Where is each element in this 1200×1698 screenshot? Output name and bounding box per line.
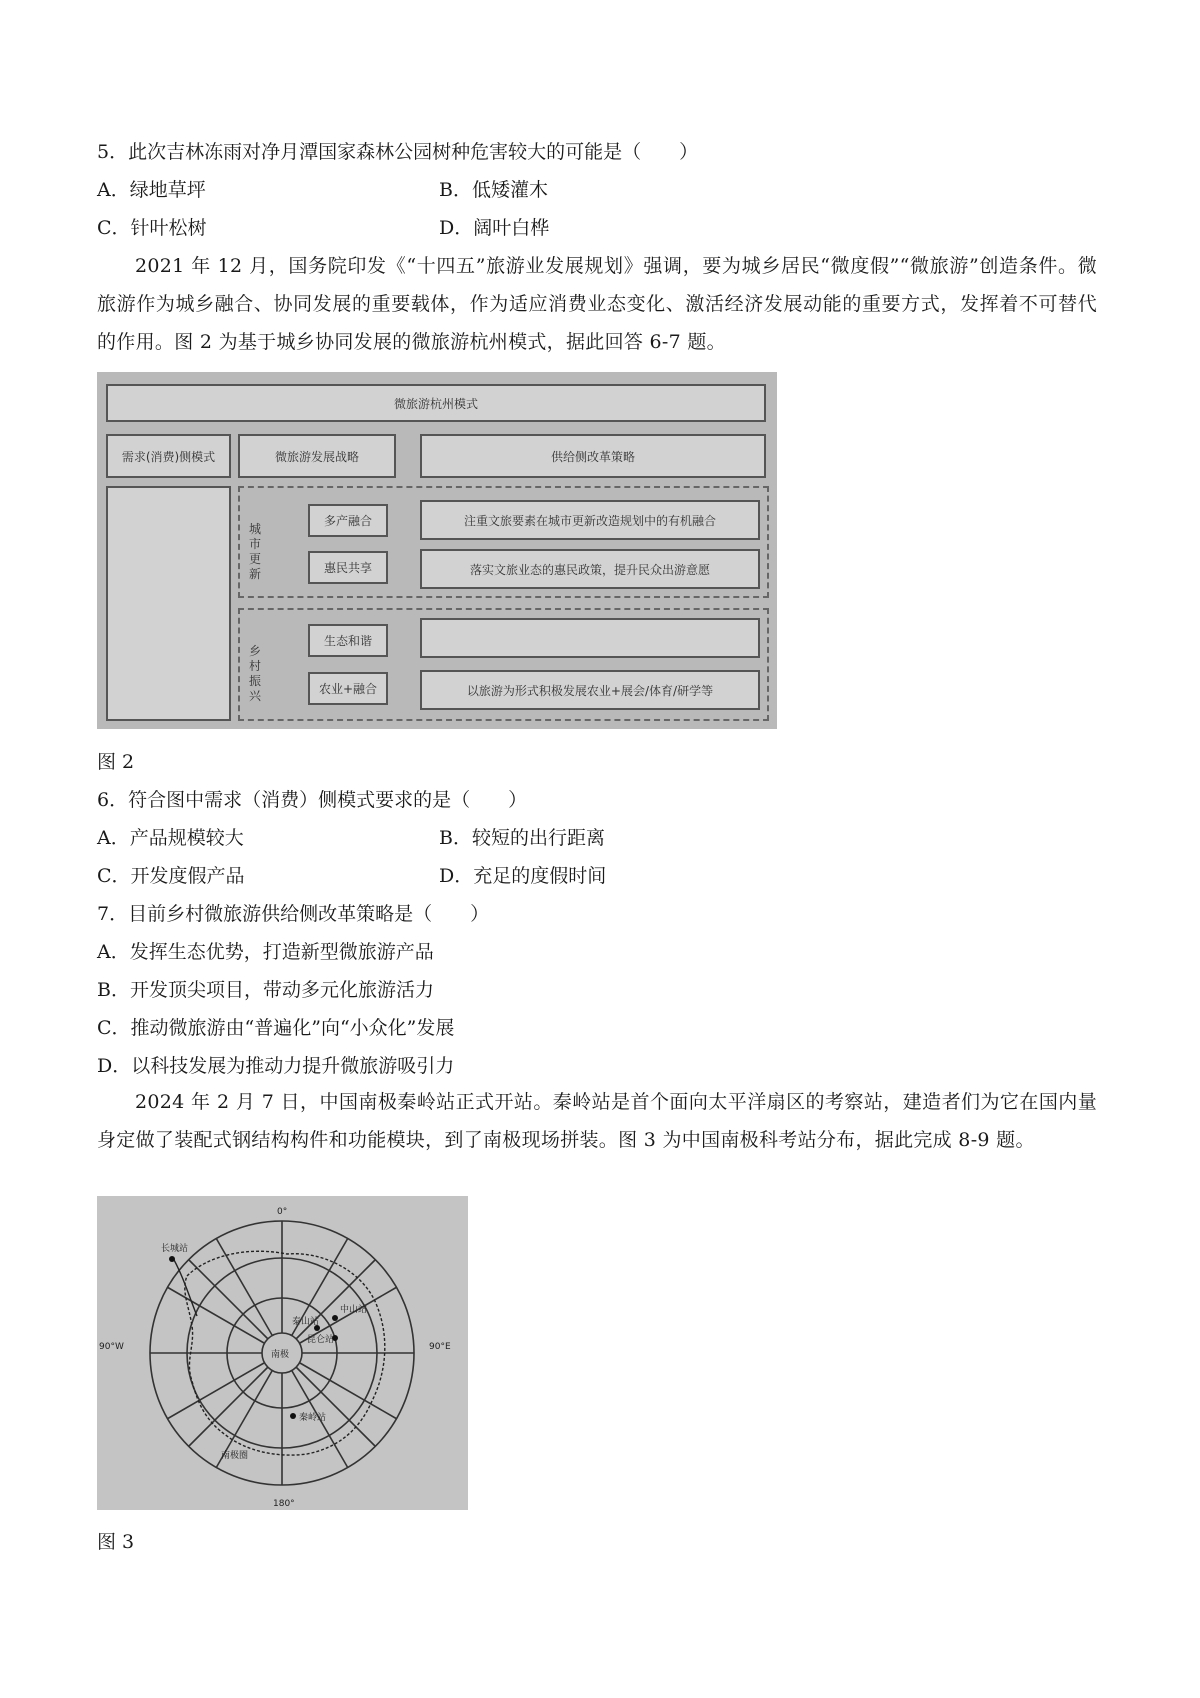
label-pole: 南极 (271, 1350, 290, 1360)
q6-option-c: C．开发度假产品 (97, 865, 245, 887)
q7-option-a: A．发挥生态优势，打造新型微旅游产品 (97, 941, 434, 963)
fig2-rural-item2 (308, 672, 388, 705)
fig2-rural-item2-text: 农业+融合 (318, 682, 378, 696)
fig2-urban-item1 (308, 504, 388, 537)
label-taishan: 泰山站 (292, 1317, 320, 1327)
label-ross: 南极圈 (221, 1451, 249, 1461)
q7-option-d: D．以科技发展为推动力提升微旅游吸引力 (97, 1055, 455, 1077)
fig2-urban-label: 城市更新 (248, 522, 261, 581)
q7-option-b: B．开发顶尖项目，带动多元化旅游活力 (97, 979, 434, 1001)
q7-stem: 7．目前乡村微旅游供给侧改革策略是（ ） (97, 903, 490, 925)
fig2-urban-item2 (308, 551, 388, 584)
fig2-supply-header (420, 434, 766, 478)
q7-option-c: C．推动微旅游由“普遍化”向“小众化”发展 (97, 1017, 455, 1039)
passage-qinling: 2024 年 2 月 7 日，中国南极秦岭站正式开站。秦岭站是首个面向太平洋扇区的考察站，建造者们为它在国内量身定做了装配式钢结构构件和功能模块，到了南极现场拼装。图 3 为中国南极科考站分布，据此完成 8-9 题。 (97, 1091, 1097, 1151)
fig2-supply-header-text: 供给侧改革策略 (550, 449, 635, 464)
fig2-demand-header (106, 434, 231, 478)
label-changcheng: 长城站 (161, 1244, 189, 1254)
fig2-title: 微旅游杭州模式 (393, 396, 478, 411)
label-zhongshan: 中山站 (340, 1305, 368, 1315)
fig2-urban-item1-text: 多产融合 (323, 514, 372, 528)
antarctic-map-svg (97, 1196, 468, 1510)
fig2-rural-label: 乡村振兴 (248, 644, 261, 703)
fig2-title-box (106, 384, 766, 422)
fig3-caption: 图 3 (97, 1531, 135, 1553)
label-180-deg: 180° (273, 1499, 295, 1509)
q6-option-b: B．较短的出行距离 (439, 827, 605, 849)
figure-3-antarctic-map (97, 1196, 468, 1510)
label-90e: 90°E (429, 1342, 451, 1352)
q5-option-a: A．绿地草坪 (97, 179, 206, 201)
fig2-rural-supply1-blank (420, 618, 760, 658)
fig2-urban-supply2-text: 落实文旅业态的惠民政策，提升民众出游意愿 (469, 562, 710, 577)
q5-option-d: D．阔叶白桦 (439, 217, 550, 239)
q5-option-b: B．低矮灌木 (439, 179, 548, 201)
q5-option-c: C．针叶松树 (97, 217, 207, 239)
label-0-deg: 0° (277, 1207, 288, 1217)
label-kunlun: 昆仑站 (307, 1335, 335, 1345)
zhongshan-station-dot (332, 1315, 338, 1321)
q6-option-a: A．产品规模较大 (97, 827, 244, 849)
label-qinling: 秦岭站 (299, 1413, 327, 1423)
fig2-demand-header-text: 需求(消费)侧模式 (121, 449, 216, 464)
qinling-station-dot (290, 1413, 296, 1419)
changcheng-station-dot (169, 1256, 175, 1262)
label-90w: 90°W (99, 1342, 124, 1352)
fig2-urban-supply1 (420, 500, 760, 540)
q5-stem: 5．此次吉林冻雨对净月潭国家森林公园树种危害较大的可能是（ ） (97, 141, 699, 163)
passage-tourism: 2021 年 12 月，国务院印发《“十四五”旅游业发展规划》强调，要为城乡居民“微度假”“微旅游”创造条件。微旅游作为城乡融合、协同发展的重要载体，作为适应消费业态变化、激活经济发展动能的重要方式，发挥着不可替代的作用。图 2 为基于城乡协同发展的微旅游杭州模式，据此回答 6-7 题。 (97, 255, 1097, 353)
fig2-strategy-header-text: 微旅游发展战略 (274, 449, 359, 464)
fig2-rural-item1 (308, 624, 388, 657)
q6-option-d: D．充足的度假时间 (439, 865, 607, 887)
fig2-demand-blank-box (106, 486, 231, 721)
fig2-rural-item1-text: 生态和谐 (323, 634, 372, 648)
fig2-rural-supply2-text: 以旅游为形式积极发展农业+展会/体育/研学等 (466, 683, 714, 698)
fig2-caption: 图 2 (97, 751, 135, 773)
fig2-urban-supply2 (420, 549, 760, 589)
q6-stem: 6．符合图中需求（消费）侧模式要求的是（ ） (97, 789, 528, 811)
figure-2-diagram (97, 372, 777, 729)
fig2-urban-supply1-text: 注重文旅要素在城市更新改造规划中的有机融合 (463, 513, 716, 528)
fig2-rural-supply2 (420, 670, 760, 710)
fig2-urban-item2-text: 惠民共享 (323, 561, 372, 575)
fig2-strategy-header (238, 434, 396, 478)
